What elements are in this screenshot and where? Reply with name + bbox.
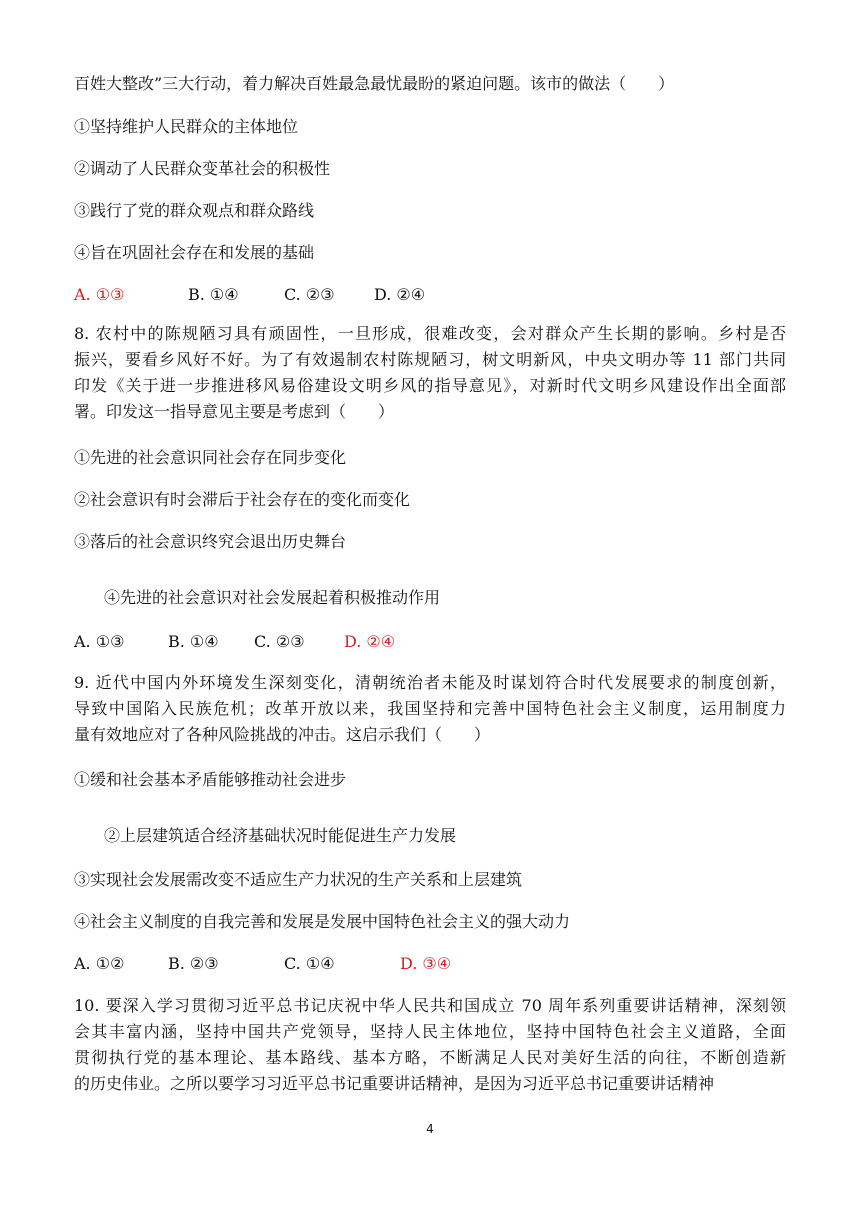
q8-stem-line-3: 印发《关于进一步推进移风易俗建设文明乡风的指导意见》，对新时代文明乡风建设作出全面部 [74,376,786,395]
q8-option-d: D. ②④ [344,632,396,651]
q8-option-c: C. ②③ [254,632,305,651]
q9-option-b: B. ②③ [168,954,219,973]
q8-stem-line-4: 署。印发这一指导意见主要是考虑到（ ） [74,402,395,421]
q9-stem-line-3: 量有效地应对了各种风险挑战的冲击。这启示我们（ ） [74,725,491,744]
q7-options [74,283,786,307]
q8-statement-3: ③落后的社会意识终究会退出历史舞台 [74,532,347,551]
q9-stem-line-2: 导致中国陷入民族危机；改革开放以来，我国坚持和完善中国特色社会主义制度，运用制度力 [74,699,786,718]
q7-option-d: D. ②④ [374,285,426,304]
q9-statement-1: ①缓和社会基本矛盾能够推动社会进步 [74,770,347,789]
q8-stem-line-1: 8. 农村中的陈规陋习具有顽固性，一旦形成，很难改变，会对群众产生长期的影响。乡村是否 [74,324,786,343]
q7-statement-4: ④旨在巩固社会存在和发展的基础 [74,243,315,262]
q9-statement-3: ③实现社会发展需改变不适应生产力状况的生产关系和上层建筑 [74,870,523,889]
q8-option-b: B. ①④ [168,632,219,651]
q9-statement-4: ④社会主义制度的自我完善和发展是发展中国特色社会主义的强大动力 [74,912,571,931]
q10-stem-line-3: 贯彻执行党的基本理论、基本路线、基本方略，不断满足人民对美好生活的向往，不断创造新 [74,1048,786,1067]
q10-stem-line-4: 的历史伟业。之所以要学习习近平总书记重要讲话精神，是因为习近平总书记重要讲话精神 [74,1074,715,1093]
q7-option-b: B. ①④ [188,285,239,304]
page-number: 4 [426,1122,434,1136]
q9-option-c: C. ①④ [284,954,335,973]
q10-stem-line-1: 10. 要深入学习贯彻习近平总书记庆祝中华人民共和国成立 70 周年系列重要讲话精神，深刻领 [74,996,786,1015]
q10-stem-line-2: 会其丰富内涵，坚持中国共产党领导，坚持人民主体地位，坚持中国特色社会主义道路，全面 [74,1022,786,1041]
q8-options [74,630,786,654]
q9-statement-2: ②上层建筑适合经济基础状况时能促进生产力发展 [104,826,457,845]
q7-stem-tail: 百姓大整改”三大行动，着力解决百姓最急最忧最盼的紧迫问题。该市的做法（ ） [74,74,675,93]
q7-statement-2: ②调动了人民群众变革社会的积极性 [74,159,331,178]
q9-stem-line-1: 9. 近代中国内外环境发生深刻变化，清朝统治者未能及时谋划符合时代发展要求的制度创新， [74,673,786,692]
q9-option-d: D. ③④ [400,954,452,973]
q8-stem-line-2: 振兴，要看乡风好不好。为了有效遏制农村陈规陋习，树文明新风，中央文明办等 11 部门共同 [74,350,786,369]
q9-options [74,952,786,976]
q7-statement-3: ③践行了党的群众观点和群众路线 [74,201,315,220]
q7-option-c: C. ②③ [284,285,335,304]
q7-statement-1: ①坚持维护人民群众的主体地位 [74,117,299,136]
q8-statement-1: ①先进的社会意识同社会存在同步变化 [74,448,347,467]
q8-option-a: A. ①③ [74,632,125,651]
q7-option-a: A. ①③ [74,285,125,304]
q9-option-a: A. ①② [74,954,125,973]
q8-statement-2: ②社会意识有时会滞后于社会存在的变化而变化 [74,490,411,509]
q8-statement-4: ④先进的社会意识对社会发展起着积极推动作用 [104,588,441,607]
